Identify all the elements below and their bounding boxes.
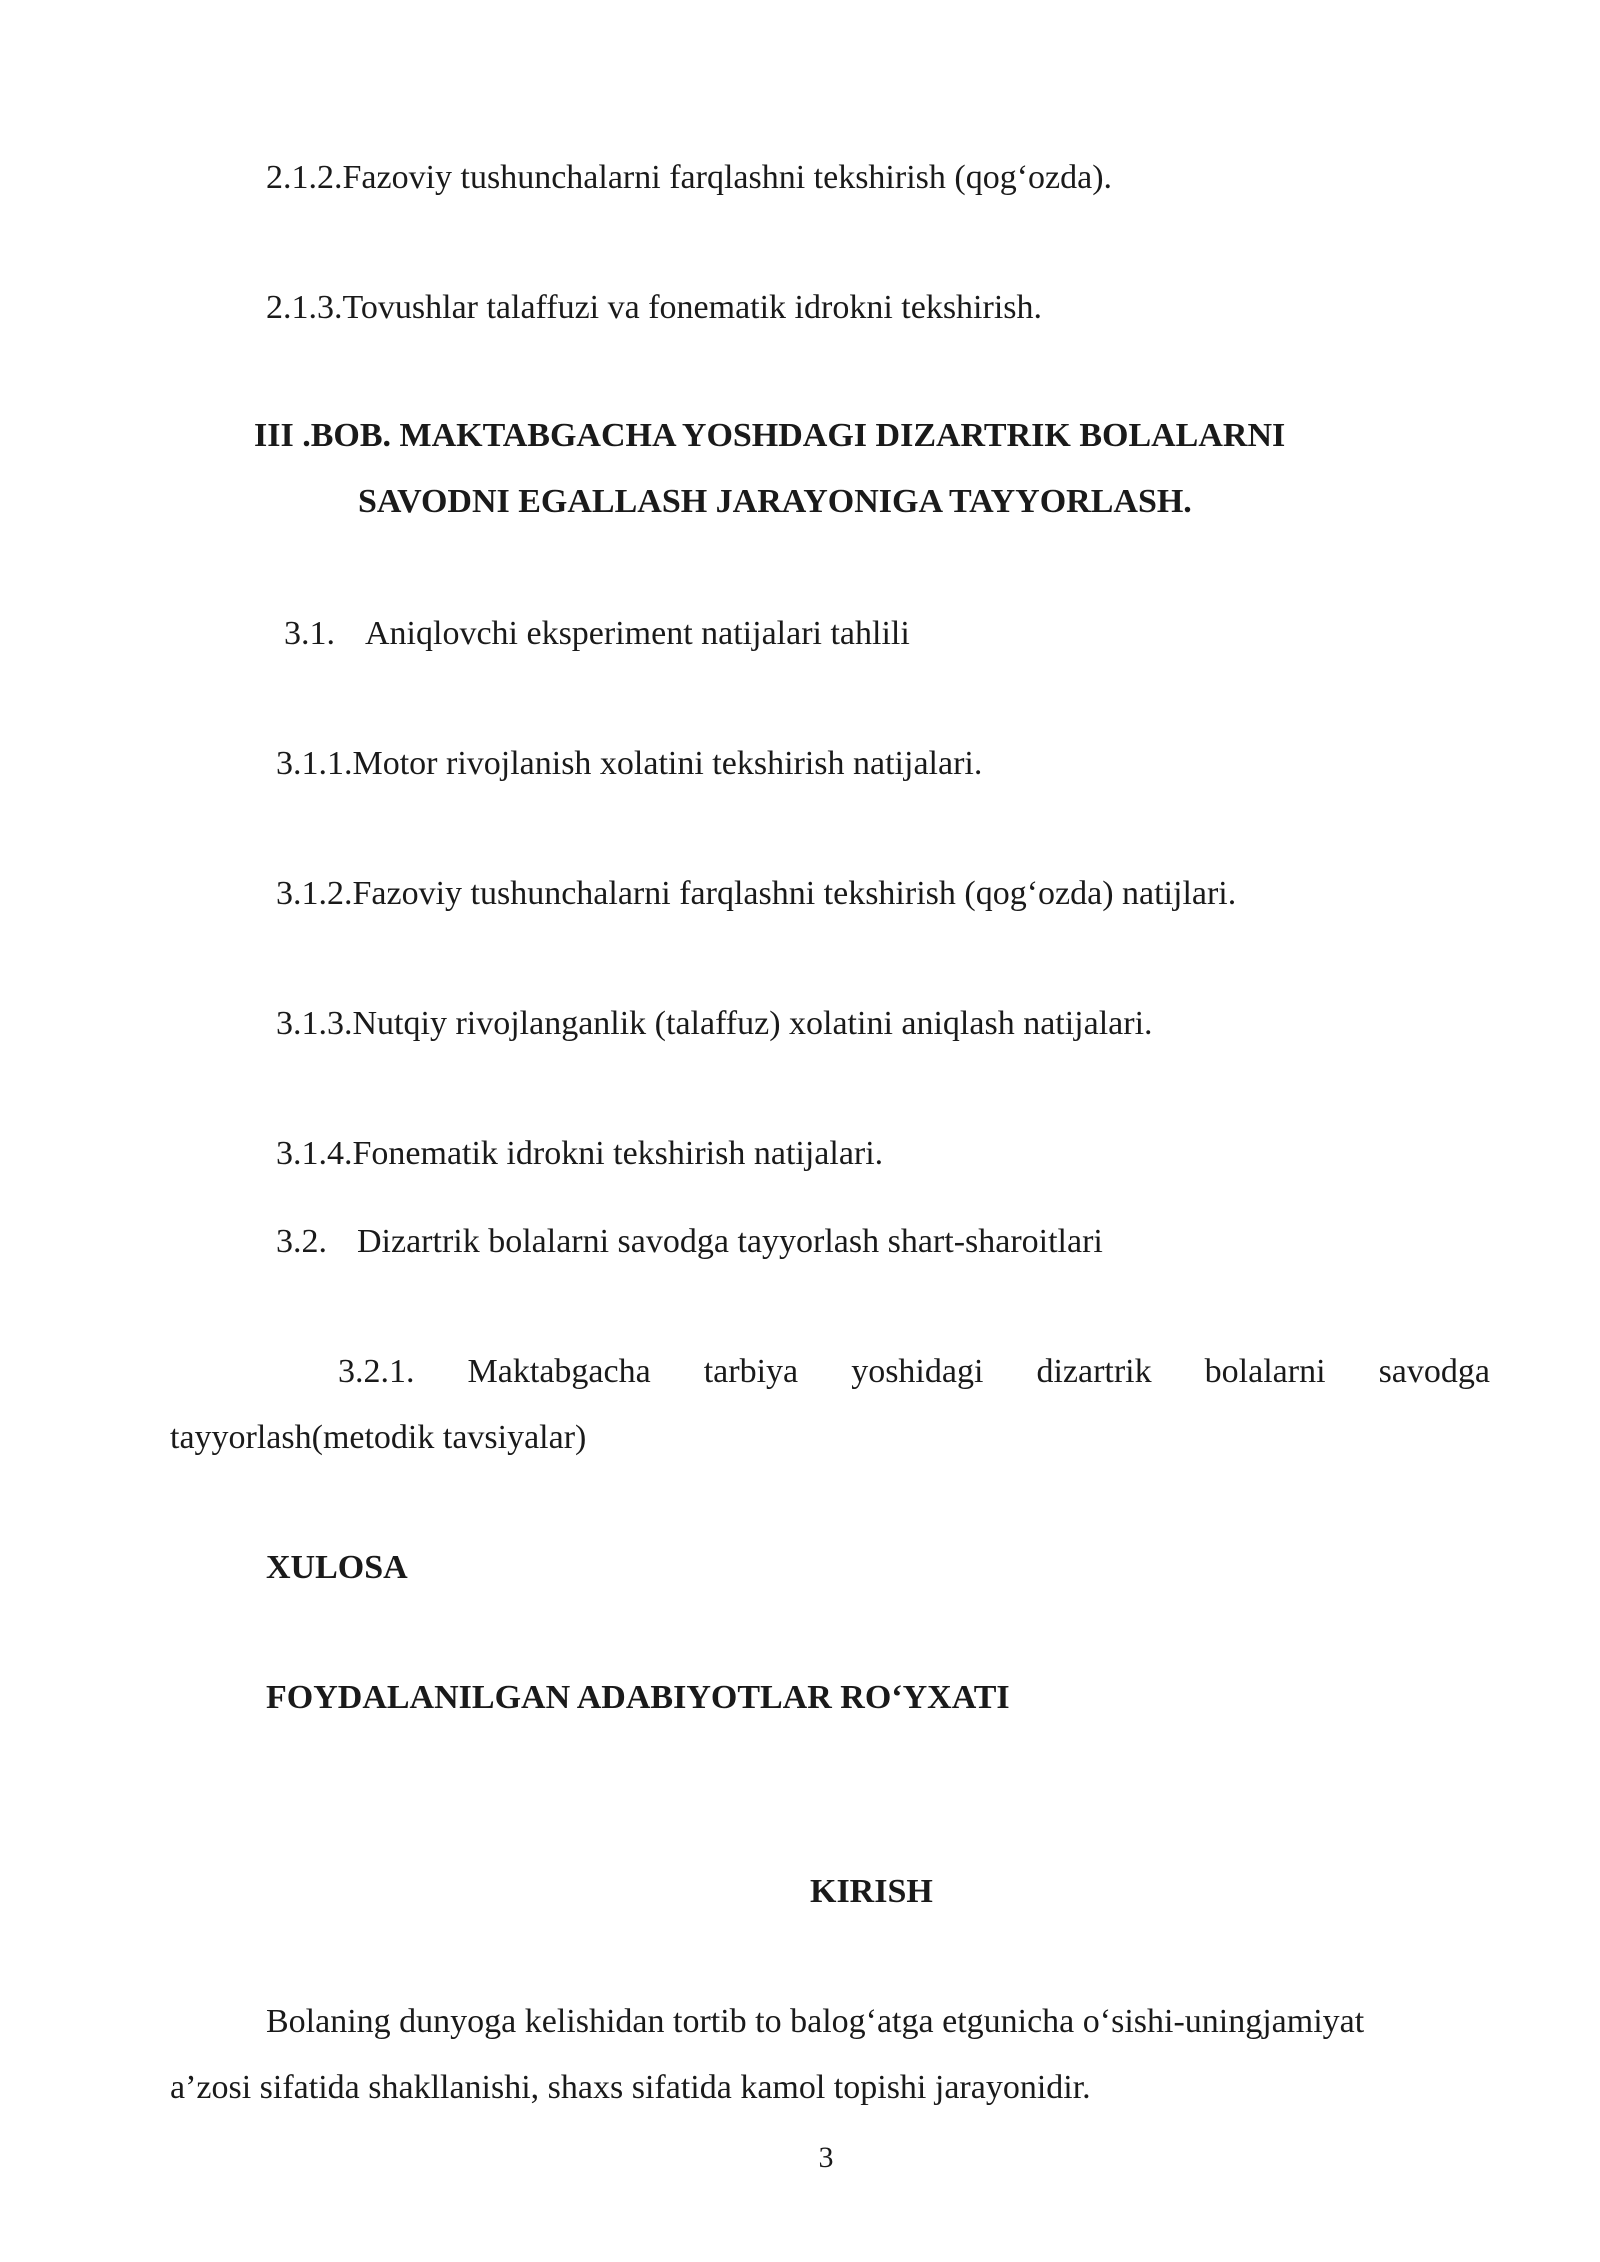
toc-item-3-2-1-line-2: tayyorlash(metodik tavsiyalar) [170, 1419, 587, 1456]
toc-item-3-2-1-word: Maktabgacha [467, 1353, 651, 1390]
toc-item-3-1-2: 3.1.2.Fazoviy tushunchalarni farqlashni tekshirish (qog‘ozda) natijlari. [276, 875, 1237, 912]
toc-item-3-1-number: 3.1. [284, 615, 335, 652]
intro-paragraph-line-2: a’zosi sifatida shakllanishi, shaxs sifatida kamol topishi jarayonidir. [170, 2069, 1091, 2106]
toc-item-3-2-1-word: dizartrik [1036, 1353, 1152, 1390]
intro-paragraph-line-1: Bolaning dunyoga kelishidan tortib to balog‘atga etgunicha o‘sishi-uningjamiyat [266, 2003, 1365, 2040]
toc-item-3-2-text: Dizartrik bolalarni savodga tayyorlash shart-sharoitlari [357, 1223, 1103, 1260]
toc-item-3-1-1: 3.1.1.Motor rivojlanish xolatini tekshirish natijalari. [276, 745, 983, 782]
toc-item-2-1-3: 2.1.3.Tovushlar talaffuzi va fonematik idrokni tekshirish. [266, 289, 1042, 326]
toc-item-3-2-1-line-1 [338, 1352, 1490, 1392]
intro-heading: KIRISH [810, 1873, 933, 1910]
toc-item-3-2-1-word: savodga [1378, 1353, 1490, 1390]
toc-item-3-1 [284, 614, 910, 654]
toc-item-3-1-text: Aniqlovchi eksperiment natijalari tahlili [365, 615, 910, 652]
toc-item-3-2-1-word: bolalarni [1204, 1353, 1326, 1390]
toc-item-3-2-1-word: 3.2.1. [338, 1353, 415, 1390]
chapter-3-title-line-1: III .BOB. MAKTABGACHA YOSHDAGI DIZARTRIK BOLALARNI [254, 417, 1286, 454]
toc-item-3-2-number: 3.2. [276, 1223, 327, 1260]
toc-item-3-2 [276, 1222, 1103, 1262]
toc-item-2-1-2: 2.1.2.Fazoviy tushunchalarni farqlashni tekshirish (qog‘ozda). [266, 159, 1113, 196]
toc-item-3-1-4: 3.1.4.Fonematik idrokni tekshirish natijalari. [276, 1135, 884, 1172]
page-number: 3 [818, 2141, 834, 2174]
chapter-3-title-line-2: SAVODNI EGALLASH JARAYONIGA TAYYORLASH. [358, 483, 1192, 520]
toc-item-3-2-1-word: tarbiya [703, 1353, 799, 1390]
toc-item-3-1-3: 3.1.3.Nutqiy rivojlanganlik (talaffuz) xolatini aniqlash natijalari. [276, 1005, 1153, 1042]
toc-conclusion: XULOSA [266, 1549, 408, 1586]
toc-references: FOYDALANILGAN ADABIYOTLAR RO‘YXATI [266, 1679, 1010, 1716]
toc-item-3-2-1-word: yoshidagi [851, 1353, 984, 1390]
